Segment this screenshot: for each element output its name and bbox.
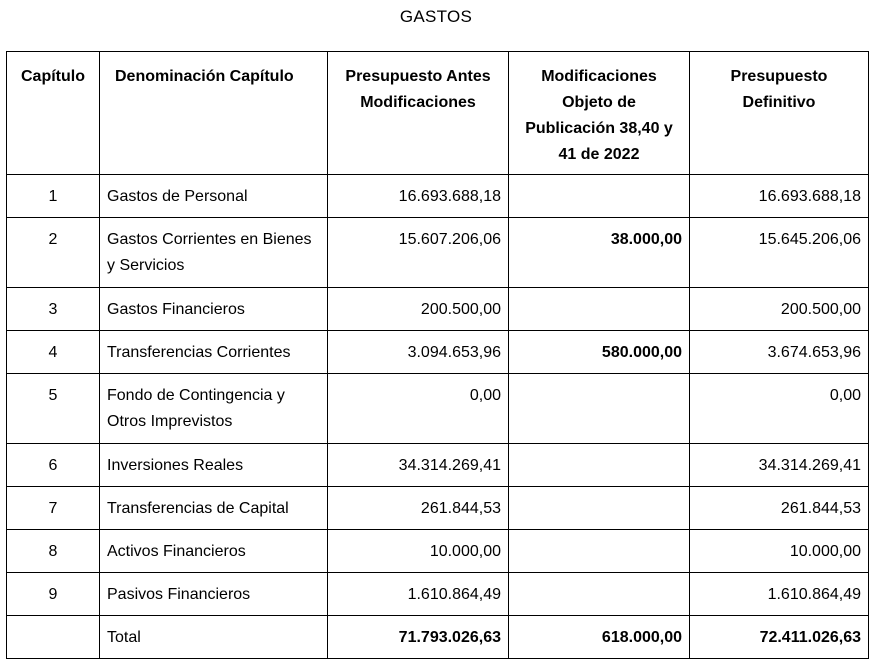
row-presupuesto-antes: 34.314.269,41 bbox=[328, 444, 509, 487]
table-row bbox=[7, 530, 869, 573]
table-row bbox=[7, 573, 869, 616]
row-capitulo: 7 bbox=[7, 487, 100, 530]
row-denominacion: Inversiones Reales bbox=[100, 444, 328, 487]
total-row bbox=[7, 616, 869, 659]
row-denominacion: Pasivos Financieros bbox=[100, 573, 328, 616]
row-presupuesto-antes: 15.607.206,06 bbox=[328, 218, 509, 288]
table-row bbox=[7, 288, 869, 331]
header-presupuesto-antes: Presupuesto Antes Modificaciones bbox=[328, 52, 509, 175]
row-capitulo: 8 bbox=[7, 530, 100, 573]
header-presupuesto-definitivo: Presupuesto Definitivo bbox=[690, 52, 869, 175]
row-presupuesto-antes: 16.693.688,18 bbox=[328, 175, 509, 218]
table-row bbox=[7, 175, 869, 218]
row-denominacion: Transferencias Corrientes bbox=[100, 331, 328, 374]
row-denominacion: Activos Financieros bbox=[100, 530, 328, 573]
row-denominacion: Gastos Financieros bbox=[100, 288, 328, 331]
row-capitulo: 4 bbox=[7, 331, 100, 374]
row-presupuesto-definitivo: 34.314.269,41 bbox=[690, 444, 869, 487]
row-presupuesto-definitivo: 15.645.206,06 bbox=[690, 218, 869, 288]
row-modificaciones bbox=[509, 530, 690, 573]
total-label: Total bbox=[100, 616, 328, 659]
table-row bbox=[7, 331, 869, 374]
row-modificaciones bbox=[509, 444, 690, 487]
total-capitulo bbox=[7, 616, 100, 659]
total-presupuesto-definitivo: 72.411.026,63 bbox=[690, 616, 869, 659]
row-capitulo: 9 bbox=[7, 573, 100, 616]
header-capitulo: Capítulo bbox=[7, 52, 100, 175]
header-denominacion: Denominación Capítulo bbox=[100, 52, 328, 175]
row-capitulo: 2 bbox=[7, 218, 100, 288]
row-presupuesto-antes: 0,00 bbox=[328, 374, 509, 444]
row-presupuesto-antes: 1.610.864,49 bbox=[328, 573, 509, 616]
row-modificaciones: 38.000,00 bbox=[509, 218, 690, 288]
row-denominacion: Gastos Corrientes en Bienes y Servicios bbox=[100, 218, 328, 288]
row-presupuesto-antes: 261.844,53 bbox=[328, 487, 509, 530]
row-presupuesto-antes: 3.094.653,96 bbox=[328, 331, 509, 374]
row-modificaciones bbox=[509, 288, 690, 331]
row-presupuesto-definitivo: 261.844,53 bbox=[690, 487, 869, 530]
row-capitulo: 5 bbox=[7, 374, 100, 444]
row-presupuesto-definitivo: 10.000,00 bbox=[690, 530, 869, 573]
table-row bbox=[7, 487, 869, 530]
row-modificaciones bbox=[509, 175, 690, 218]
row-presupuesto-antes: 10.000,00 bbox=[328, 530, 509, 573]
row-denominacion: Transferencias de Capital bbox=[100, 487, 328, 530]
header-modificaciones: Modificaciones Objeto de Publicación 38,40 y 41 de 2022 bbox=[509, 52, 690, 175]
row-presupuesto-antes: 200.500,00 bbox=[328, 288, 509, 331]
row-denominacion: Fondo de Contingencia y Otros Imprevistos bbox=[100, 374, 328, 444]
row-modificaciones: 580.000,00 bbox=[509, 331, 690, 374]
table-row bbox=[7, 444, 869, 487]
row-modificaciones bbox=[509, 487, 690, 530]
row-presupuesto-definitivo: 0,00 bbox=[690, 374, 869, 444]
row-presupuesto-definitivo: 16.693.688,18 bbox=[690, 175, 869, 218]
row-modificaciones bbox=[509, 374, 690, 444]
page-title: GASTOS bbox=[399, 7, 473, 26]
total-presupuesto-antes: 71.793.026,63 bbox=[328, 616, 509, 659]
row-capitulo: 3 bbox=[7, 288, 100, 331]
row-presupuesto-definitivo: 200.500,00 bbox=[690, 288, 869, 331]
table-header-row bbox=[7, 52, 869, 175]
row-presupuesto-definitivo: 3.674.653,96 bbox=[690, 331, 869, 374]
row-capitulo: 6 bbox=[7, 444, 100, 487]
row-modificaciones bbox=[509, 573, 690, 616]
table-row bbox=[7, 374, 869, 444]
row-presupuesto-definitivo: 1.610.864,49 bbox=[690, 573, 869, 616]
total-modificaciones: 618.000,00 bbox=[509, 616, 690, 659]
row-capitulo: 1 bbox=[7, 175, 100, 218]
expenses-table bbox=[6, 51, 869, 659]
row-denominacion: Gastos de Personal bbox=[100, 175, 328, 218]
table-row bbox=[7, 218, 869, 288]
